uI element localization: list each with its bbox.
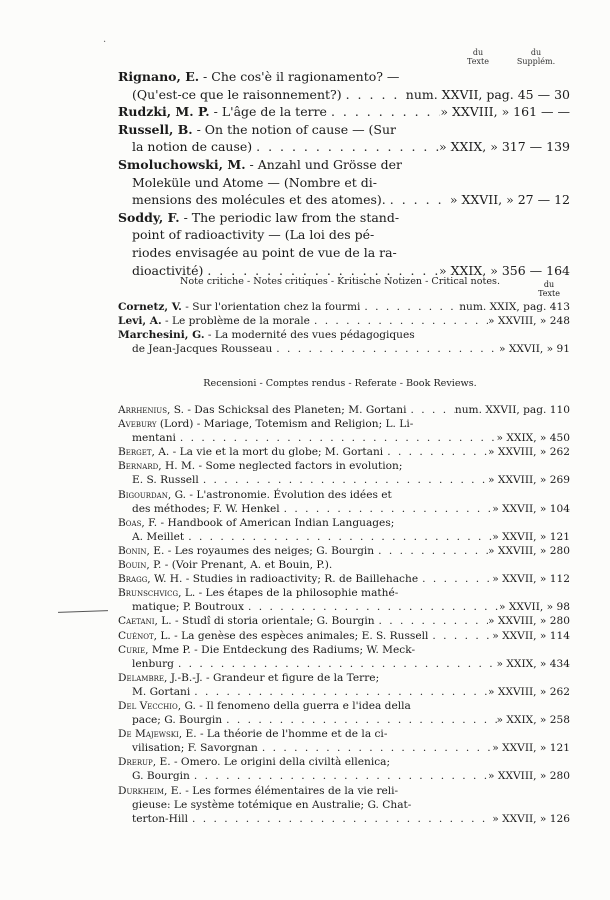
review-entry: Arrhenius, S. - Das Schicksal des Planeten; M. Gortani . . . num. XXVII, pag. 110 — [118, 403, 570, 417]
reviews-list — [118, 403, 570, 826]
index-entry: Russell, B. - On the notion of cause — (Sur la notion de cause) . . . » XXIX, » 317 — 139 — [118, 121, 570, 156]
review-entry: Bouin, P. - (Voir Prenant, A. et Bouin, P.). — [118, 559, 333, 572]
review-entry: Avebury (Lord) - Mariage, Totemism and Religion; L. Li- mentani . . . » XXIX, » 450 — [118, 417, 570, 445]
review-entry: Del Vecchio, G. - Il fenomeno della guerra e l'idea della pace; G. Bourgin . . . » XXIX, » 258 — [118, 699, 570, 727]
review-entry: De Majewski, E. - La théorie de l'homme et de la ci- vilisation; F. Savorgnan . . . » XXVII, » 121 — [118, 727, 570, 755]
index-entry: Soddy, F. - The periodic law from the stand- point of radioactivity — (La loi des pé- riodes envisagée au point de vue de la ra- dioactivité) . . . » XXIX, » 356 — 164 — [118, 209, 570, 279]
section-heading-notes: Note critiche - Notes critiques - Kritische Notizen - Critical notes. — [179, 276, 501, 287]
review-entry: Boas, F. - Handbook of American Indian Languages; A. Meillet . . . » XXVII, » 121 — [118, 516, 570, 544]
review-entry: Curie, Mme P. - Die Entdeckung des Radiums; W. Meck- lenburg . . . » XXIX, » 434 — [118, 643, 570, 671]
note-entry: Marchesini, G. - La modernité des vues pédagogiques de Jean-Jacques Rousseau . . . » XXVII, » 91 — [118, 328, 570, 356]
review-entry: Drerup, E. - Omero. Le origini della civiltà ellenica; G. Bourgin . . . » XXVIII, » 280 — [118, 755, 570, 783]
index-entry: Rignano, E. - Che cos'è il ragionamento? — (Qu'est-ce que le raisonnement?) . . . num. XXVII, pag. 45 — 30 — [118, 68, 570, 103]
margin-mark: · — [103, 37, 107, 48]
section-heading-reviews: Recensioni - Comptes rendus - Referate - Book Reviews. — [203, 378, 477, 389]
column-heading-texte-notes: du Texte — [538, 280, 560, 298]
review-entry: Caetani, L. - Studî di storia orientale; G. Bourgin . . . » XXVIII, » 280 — [118, 614, 570, 628]
review-entry: Durkheim, E. - Les formes élémentaires de la vie reli- gieuse: Le système totémique en Australie; G. Chat- terton-Hill . . . » XXVII, » 126 — [118, 784, 570, 826]
notes-list — [118, 300, 570, 356]
review-entry: Bonin, E. - Les royaumes des neiges; G. Bourgin . . . » XXVIII, » 280 — [118, 544, 570, 558]
review-entry: Bigourdan, G. - L'astronomie. Évolution des idées et des méthodes; F. W. Henkel . . . » XXVII, » 104 — [118, 488, 570, 516]
review-entry: Bernard, H. M. - Some neglected factors in evolution; E. S. Russell . . . » XXVIII, » 269 — [118, 459, 570, 487]
index-entry: Rudzki, M. P. - L'âge de la terre . . . » XXVIII, » 161 — — — [118, 103, 570, 121]
review-entry: Berget, A. - La vie et la mort du globe; M. Gortani . . . » XXVIII, » 262 — [118, 445, 570, 459]
note-entry: Cornetz, V. - Sur l'orientation chez la fourmi . . . num. XXIX, pag. 413 — [118, 300, 570, 314]
review-entry: Bragg, W. H. - Studies in radioactivity; R. de Baillehache . . . » XXVII, » 112 — [118, 572, 570, 586]
review-entry: Delambre, J.-B.-J. - Grandeur et figure de la Terre; M. Gortani . . . » XXVIII, » 262 — [118, 671, 570, 699]
review-entry: Brunschvicg, L. - Les étapes de la philosophie mathé- matique; P. Boutroux . . . » XXVII, » 98 — [118, 586, 570, 614]
margin-pencil-mark — [58, 610, 108, 613]
note-entry: Levi, A. - Le problème de la morale . . . » XXVIII, » 248 — [118, 314, 570, 328]
column-heading-supplement: du Supplém. — [516, 48, 556, 66]
column-heading-texte: du Texte — [467, 48, 489, 66]
top-entries — [118, 68, 570, 279]
index-entry: Smoluchowski, M. - Anzahl und Grösse der Moleküle und Atome — (Nombre et di- mensions des molécules et des atomes). . . . » XXVII, » 27 — 12 — [118, 156, 570, 209]
column-headings — [458, 48, 556, 66]
review-entry: Cuénot, L. - La genèse des espèces animales; E. S. Russell . . . » XXVII, » 114 — [118, 629, 570, 643]
